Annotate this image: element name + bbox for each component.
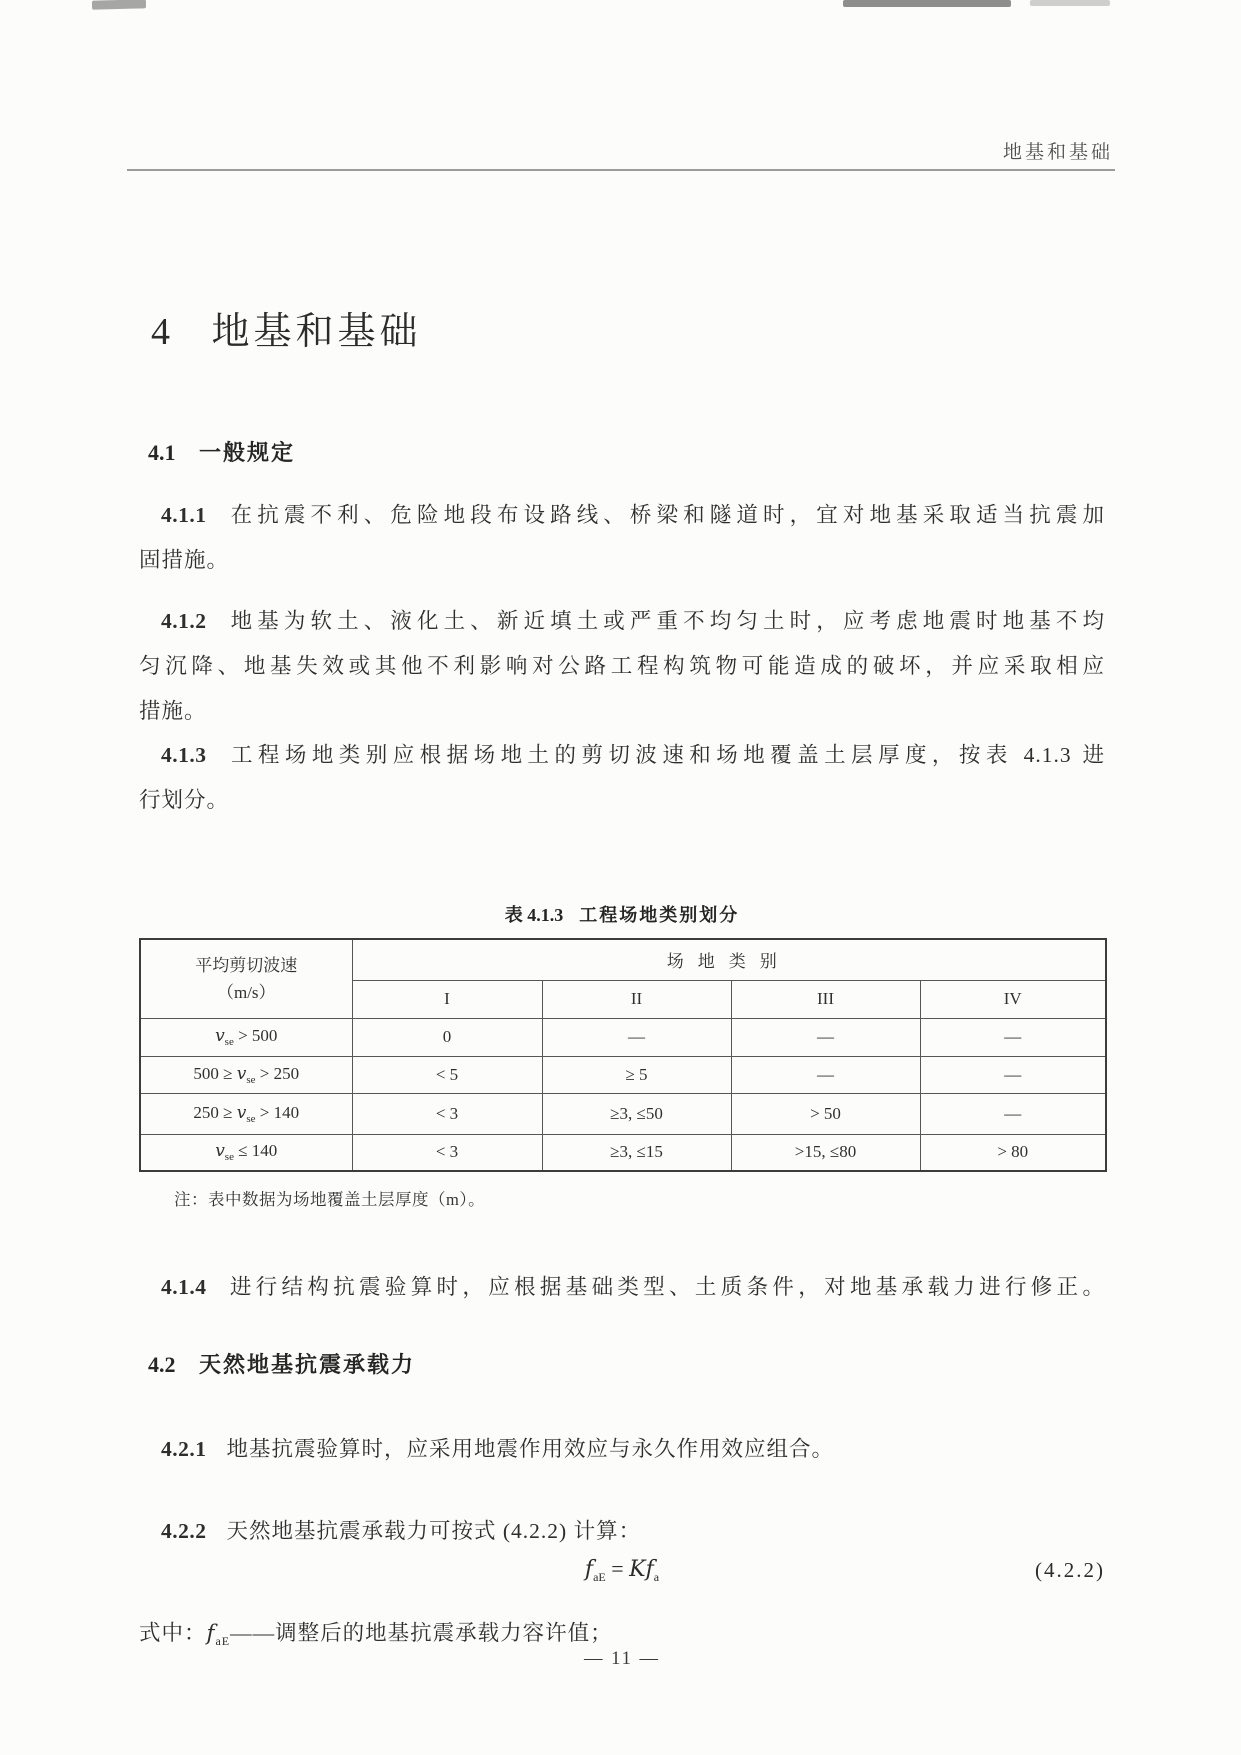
value-cell: — [731,1018,920,1056]
scan-artifact [92,0,146,10]
condition-cell: $v_{se} \le 140$ [140,1134,352,1171]
equation-lhs: f [584,1557,594,1582]
page-number: — 11 — [583,1649,661,1669]
site-classification-table [139,938,1107,1172]
table-row [140,1056,1106,1093]
section-title: 一般规定 [199,440,296,465]
class-header-cell: IV [920,980,1106,1018]
corner-header-line1: 平均剪切波速 [195,955,298,975]
section-number: 4.2 [148,1352,176,1377]
scan-artifact [1030,0,1110,6]
where-subscript: aE [215,1634,231,1648]
value-cell: > 80 [920,1134,1106,1171]
site-class-table-body [140,1018,1106,1171]
section-heading-4-1 [148,436,295,467]
table-caption-label: 表 4.1.3 [504,905,564,925]
condition-cell: $250 \ge v_{se} > 140$ [140,1093,352,1134]
table-caption [139,901,1105,927]
clause-number: 4.1.3 [161,743,207,767]
chapter-number: 4 [151,311,172,353]
equation-equals: = [605,1556,630,1581]
paragraph-line [139,500,1105,530]
table-caption-title: 工程场地类别划分 [579,905,740,925]
chapter-title [151,300,422,355]
equation-number: (4.2.2) [1035,1558,1105,1582]
condition-cell: $v_{se} > 500$ [140,1018,352,1056]
value-cell: < 3 [352,1093,542,1134]
paragraph-line: 措施。 [139,699,207,723]
class-header-cell: II [542,980,731,1018]
scan-artifact [843,0,1011,7]
paragraph-line [139,1272,1105,1302]
table-row [140,1093,1106,1134]
paragraph-line: 固措施。 [139,548,230,572]
group-header-cell: 场地类别 [352,939,1106,980]
where-dash: —— [230,1621,276,1645]
paragraph-line [139,1516,1105,1546]
clause-text: 进行结构抗震验算时，应根据基础类型、土质条件，对地基承载力进行修正。 [226,1275,1105,1299]
value-cell: < 3 [352,1134,542,1171]
value-cell: ≥3, ≤50 [542,1093,731,1134]
value-cell: ≥ 5 [542,1056,731,1093]
paragraph-line: 匀沉降、地基失效或其他不利影响对公路工程构筑物可能造成的破坏，并应采取相应 [139,654,1105,678]
paragraph-line [139,1434,1105,1464]
clause-text: 工程场地类别应根据场地土的剪切波速和场地覆盖土层厚度，按表 4.1.3 进 [226,743,1105,767]
table-header [140,939,1106,1018]
value-cell: < 5 [352,1056,542,1093]
chapter-title-text: 地基和基础 [211,311,422,353]
corner-header-cell [140,939,352,1018]
value-cell: >15, ≤80 [731,1134,920,1171]
equation [139,1556,1105,1585]
where-prefix: 式中： [139,1621,207,1645]
value-cell: — [920,1093,1106,1134]
equation-lhs-subscript: aE [593,1570,606,1584]
clause-number: 4.1.2 [161,609,207,633]
value-cell: > 50 [731,1093,920,1134]
clause-text: 地基为软土、液化土、新近填土或严重不均匀土时，应考虑地震时地基不均 [226,609,1105,633]
equation-rhs: Kf [629,1557,654,1582]
paragraph-line [139,606,1105,636]
class-header-cell: III [731,980,920,1018]
section-heading-4-2 [148,1348,415,1379]
clause-text: 天然地基抗震承载力可按式 (4.2.2) 计算： [226,1519,642,1543]
value-cell: — [731,1056,920,1093]
header-rule [127,169,1115,171]
value-cell: — [920,1018,1106,1056]
value-cell: ≥3, ≤15 [542,1134,731,1171]
table-note-text: 表中数据为场地覆盖土层厚度（m）。 [208,1190,486,1209]
clause-text: 在抗震不利、危险地段布设路线、桥梁和隧道时，宜对地基采取适当抗震加 [226,503,1105,527]
table-row [140,1018,1106,1056]
running-head: 地基和基础 [1002,142,1113,163]
table-header-row [140,939,1106,980]
where-variable: f [206,1621,216,1646]
value-cell: — [542,1018,731,1056]
clause-number: 4.1.4 [161,1275,207,1299]
paragraph-line: 行划分。 [139,788,230,812]
condition-cell: $500 \ge v_{se} > 250$ [140,1056,352,1093]
clause-number: 4.2.1 [161,1437,207,1461]
equation-rhs-subscript: a [653,1570,660,1584]
clause-number: 4.2.2 [161,1519,207,1543]
clause-text: 地基抗震验算时，应采用地震作用效应与永久作用效应组合。 [226,1437,835,1461]
where-clause [139,1616,613,1649]
paragraph-line [139,740,1105,770]
equation-row [139,1556,1105,1590]
corner-header-line2: （m/s） [216,982,276,1002]
table-row [140,1134,1106,1171]
value-cell: — [920,1056,1106,1093]
section-number: 4.1 [148,440,176,465]
value-cell: 0 [352,1018,542,1056]
table-note-label: 注： [174,1190,208,1209]
class-header-cell: I [352,980,542,1018]
where-text: 调整后的地基抗震承载力容许值； [275,1621,613,1645]
clause-number: 4.1.1 [161,503,207,527]
table-note [174,1186,485,1210]
section-title: 天然地基抗震承载力 [199,1352,416,1377]
